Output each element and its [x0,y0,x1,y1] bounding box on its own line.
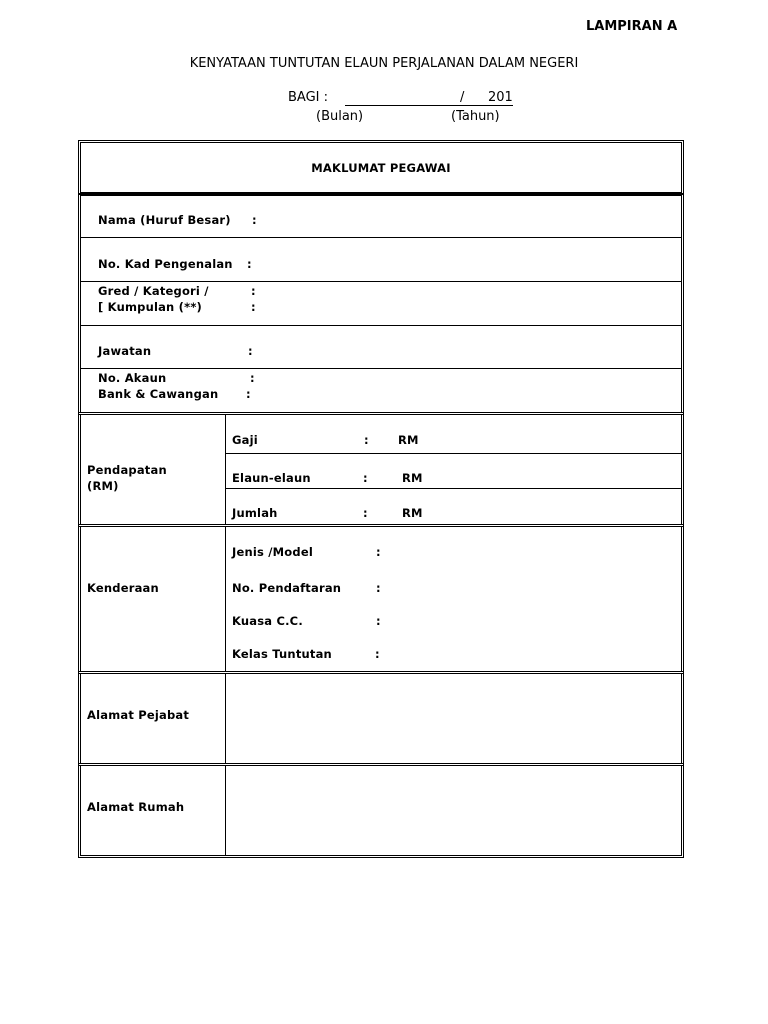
vehicle-reg-colon: : [376,581,381,595]
grade-label-1: Gred / Kategori / [98,284,209,298]
month-caption: (Bulan) [316,109,364,124]
income-label-1: Pendapatan [87,463,167,477]
allowance-label: Elaun-elaun [232,471,311,485]
row-divider [81,237,681,238]
officer-section-title: MAKLUMAT PEGAWAI [311,161,451,175]
row-divider [81,281,681,282]
period-slash: / [460,90,465,105]
row-divider [225,488,681,489]
grade-colon-1: : [251,284,256,298]
vehicle-table [78,524,684,674]
total-currency: RM [402,506,423,520]
position-colon: : [248,344,253,358]
column-divider [225,674,226,763]
name-label: Nama (Huruf Besar) [98,213,231,227]
vehicle-label: Kenderaan [87,581,159,595]
grade-colon-2: : [251,300,256,314]
income-table [78,412,684,527]
form-title: KENYATAAN TUNTUTAN ELAUN PERJALANAN DALAM NEGERI [189,56,579,71]
vehicle-type-colon: : [376,545,381,559]
vehicle-cc-label: Kuasa C.C. [232,614,303,628]
year-prefix: 201 [488,90,513,105]
ic-colon: : [247,257,252,271]
allowance-colon: : [363,471,368,485]
ic-label: No. Kad Pengenalan [98,257,233,271]
vehicle-type-label: Jenis /Model [232,545,313,559]
row-divider [225,453,681,454]
column-divider [225,766,226,855]
office-address-label: Alamat Pejabat [87,708,190,722]
column-divider [225,527,226,671]
row-divider [81,368,681,369]
account-colon-2: : [246,387,251,401]
period-underline [345,105,513,106]
vehicle-class-colon: : [375,647,380,661]
grade-label-2: [ Kumpulan (**) [98,300,202,314]
total-colon: : [363,506,368,520]
allowance-currency: RM [402,471,423,485]
vehicle-reg-label: No. Pendaftaran [232,581,342,595]
income-label-2: (RM) [87,479,119,493]
vehicle-cc-colon: : [376,614,381,628]
row-divider [81,325,681,326]
account-label-1: No. Akaun [98,371,167,385]
period-line [288,90,328,105]
home-address-label: Alamat Rumah [87,800,185,814]
column-divider [225,415,226,524]
vehicle-class-label: Kelas Tuntutan [232,647,332,661]
year-caption: (Tahun) [451,109,500,124]
account-colon-1: : [250,371,255,385]
for-label: BAGI : [288,90,329,105]
salary-currency: RM [398,433,419,447]
account-label-2: Bank & Cawangan [98,387,219,401]
annex-label: LAMPIRAN A [586,19,678,34]
salary-colon: : [364,433,369,447]
total-label: Jumlah [232,506,278,520]
name-colon: : [252,213,257,227]
salary-label: Gaji [232,433,258,447]
position-label: Jawatan [98,344,152,358]
